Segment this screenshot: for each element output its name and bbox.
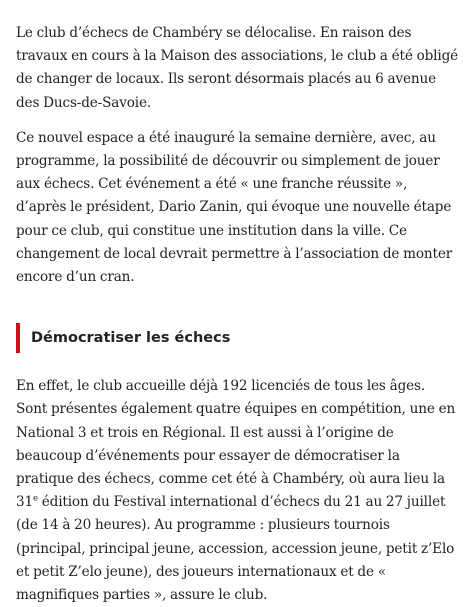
section-heading: Démocratiser les échecs xyxy=(16,323,458,353)
article-paragraph-2: Ce nouvel espace a été inauguré la semaine dernière, avec, au programme, la possibilité de découvrir ou simplement de jouer aux échecs. Cet événement a été « une franche réussite », d’après le président, Dario Zanin, qui évoque une nouvelle étape pour ce club, qui constitue une institution dans la ville. Ce changement de local devrait permettre à l’association de monter encore d’un cran. xyxy=(16,129,453,286)
ordinal-suffix: e xyxy=(33,493,38,504)
article-body xyxy=(16,22,458,607)
paragraph-3-text-start: En effet, le club accueille déjà 192 licenciés de tous les âges. Sont présentes également quatre équipes en compétition, une en National 3 et trois en Régional. Il est aussi à l’origine de beaucoup d’événements pour essayer de démocratiser la pratique des échecs, comme cet été à Chambéry, où aura lieu la 31 xyxy=(16,378,456,511)
article-paragraph-3 xyxy=(16,375,458,607)
paragraph-3-text-end: édition du Festival international d’échecs du 21 au 27 juillet (de 14 à 20 heures). Au programme : plusieurs tournois (principal, principal jeune, accession, accession jeune, petit z’Elo et petit Z’elo jeune), des joueurs internationaux et de « magnifiques parties », assure le club. xyxy=(16,494,455,604)
article-paragraph-1: Le club d’échecs de Chambéry se délocalise. En raison des travaux en cours à la Maison des associations, le club a été obligé de changer de locaux. Ils seront désormais placés au 6 avenue des Ducs-de-Savoie. xyxy=(16,25,459,111)
